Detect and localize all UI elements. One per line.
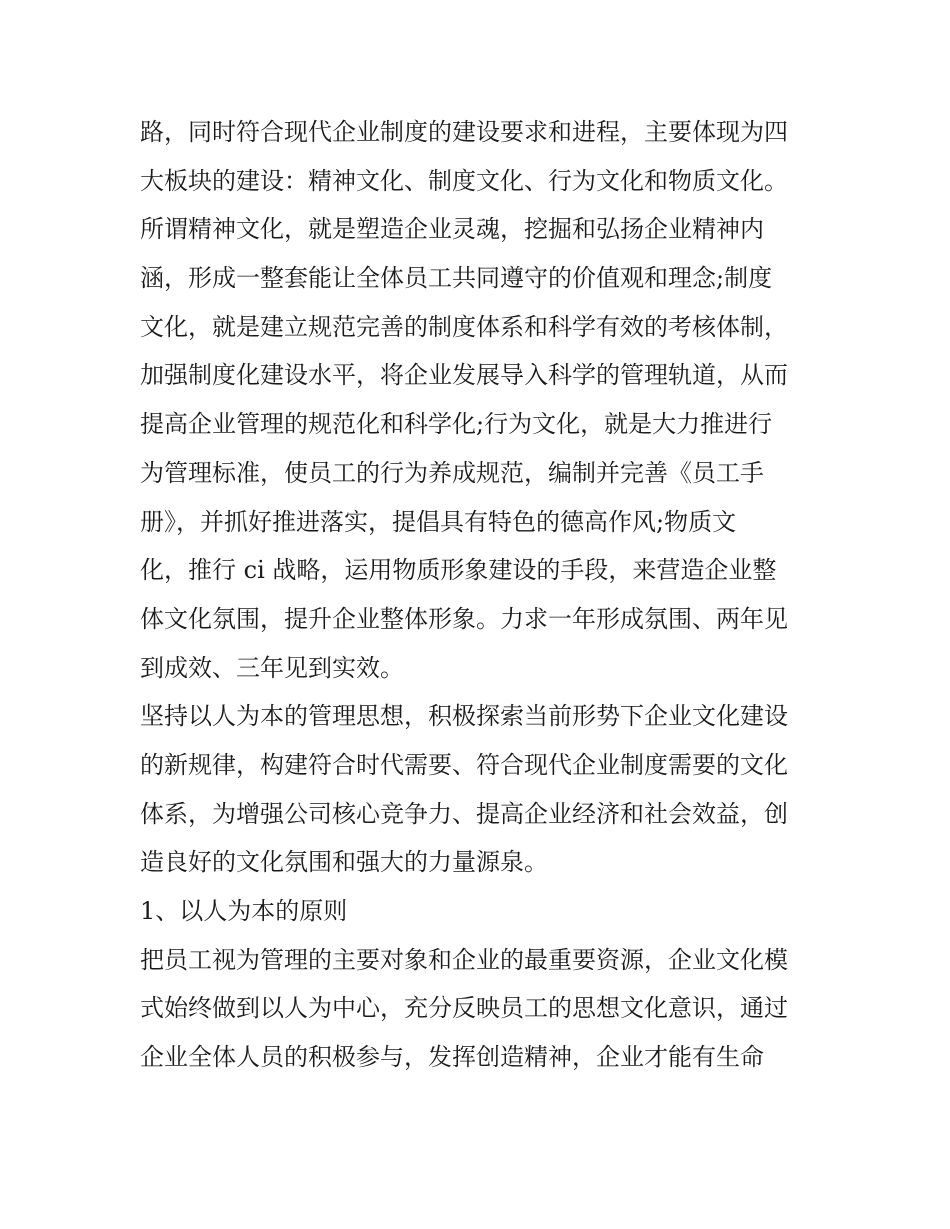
text-line: 体文化氛围，提升企业整体形象。力求一年形成氛围、两年见 [140, 604, 788, 633]
text-line: 造良好的文化氛围和强大的力量源泉。 [140, 848, 548, 877]
text-line: 到成效、三年见到实效。 [140, 653, 404, 682]
text-line: 的新规律，构建符合时代需要、符合现代企业制度需要的文化 [140, 750, 788, 779]
text-line: 文化，就是建立规范完善的制度体系和科学有效的考核体制， [140, 312, 788, 341]
text-line: 体系，为增强公司核心竞争力、提高企业经济和社会效益，创 [140, 799, 788, 828]
document-body [140, 108, 820, 1082]
text-line: 大板块的建设：精神文化、制度文化、行为文化和物质文化。 [140, 166, 788, 195]
text-line: 所谓精神文化，就是塑造企业灵魂，挖掘和弘扬企业精神内 [140, 215, 764, 244]
text-line: 把员工视为管理的主要对象和企业的最重要资源，企业文化模 [140, 945, 788, 974]
text-line: 提高企业管理的规范化和科学化;行为文化，就是大力推进行 [140, 410, 773, 439]
text-line: 加强制度化建设水平，将企业发展导入科学的管理轨道，从而 [140, 361, 788, 390]
text-line: 路，同时符合现代企业制度的建设要求和进程，主要体现为四 [140, 118, 788, 146]
text-line: 为管理标准，使员工的行为养成规范，编制并完善《员工手 [140, 458, 764, 487]
text-line: 式始终做到以人为中心，充分反映员工的思想文化意识，通过 [140, 994, 788, 1023]
text-line: 册》，并抓好推进落实，提倡具有特色的德高作风;物质文 [140, 507, 737, 536]
text-line: 涵，形成一整套能让全体员工共同遵守的价值观和理念;制度 [140, 264, 773, 293]
text-line: 企业全体人员的积极参与，发挥创造精神，企业才能有生命 [140, 1043, 764, 1072]
text-line: 化，推行 ci 战略，运用物质形象建设的手段，来营造企业整 [140, 556, 777, 585]
text-line: 坚持以人为本的管理思想，积极探索当前形势下企业文化建设 [140, 702, 788, 731]
section-heading: 1、以人为本的原则 [140, 897, 348, 925]
